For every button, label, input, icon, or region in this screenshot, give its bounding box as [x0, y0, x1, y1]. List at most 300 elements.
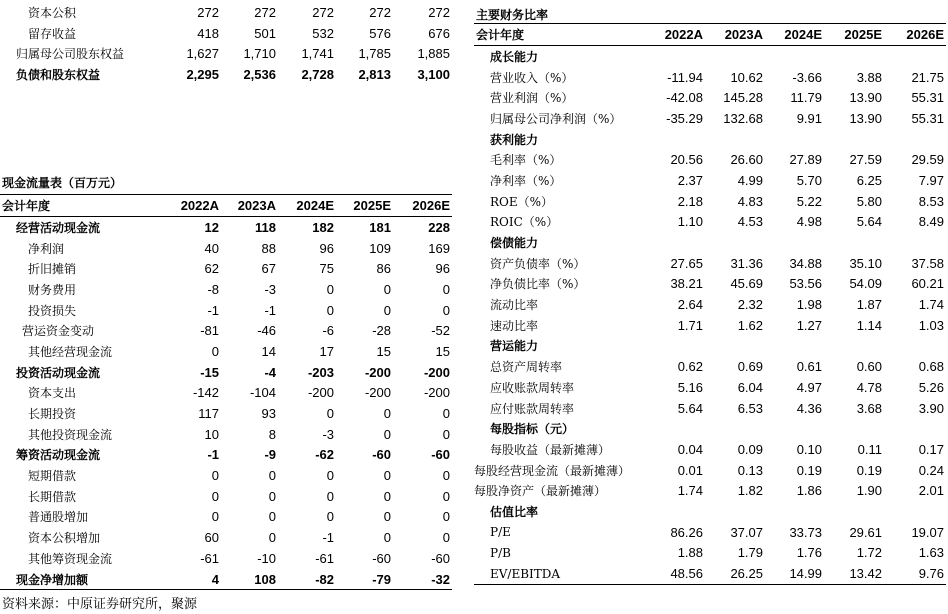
value-cell: 132.68: [723, 110, 763, 126]
header-year: 2022A: [648, 24, 705, 46]
value-cell: 48.56: [648, 563, 705, 584]
value-cell: 2.01: [918, 483, 944, 499]
value-cell: 38.21: [670, 276, 703, 292]
table-row: [474, 480, 946, 501]
row-label: 留存收益: [28, 26, 77, 41]
table-row: [0, 300, 452, 321]
value-cell: [765, 46, 824, 67]
table-row: [474, 522, 946, 543]
header-year: 2023A: [705, 24, 765, 46]
value-cell: 0: [442, 530, 450, 546]
value-cell: [884, 336, 946, 357]
row-label: 投资损失: [28, 303, 77, 318]
value-cell: 0.01: [677, 462, 703, 478]
value-cell: 2,813: [358, 66, 391, 82]
value-cell: 14.99: [765, 563, 824, 584]
header-year: 2024E: [278, 195, 336, 217]
row-label: 归属母公司净利润（%）: [490, 111, 622, 126]
value-cell: 145.28: [723, 90, 763, 106]
value-cell: 0.24: [918, 462, 944, 478]
section-row: [474, 501, 946, 522]
value-cell: 1.87: [856, 297, 882, 313]
table-row: [0, 507, 452, 528]
value-cell: 1.62: [737, 317, 763, 333]
value-cell: 0: [268, 509, 276, 525]
value-cell: [705, 336, 765, 357]
value-cell: 182: [312, 219, 334, 235]
value-cell: 13.42: [824, 563, 884, 584]
table-row: [474, 356, 946, 377]
cash-flow-title: 现金流量表（百万元）: [2, 176, 123, 190]
value-cell: -200: [423, 364, 450, 380]
row-label: 投资活动现金流: [16, 365, 101, 380]
value-cell: 7.97: [918, 172, 944, 188]
value-cell: 11.79: [790, 90, 822, 106]
table-row: [0, 403, 452, 424]
value-cell: 8.49: [918, 214, 944, 230]
value-cell: 54.09: [849, 276, 882, 292]
value-cell: 272: [197, 4, 219, 20]
value-cell: 5.22: [796, 193, 822, 209]
value-cell: 60.21: [911, 276, 944, 292]
section-label: 每股指标（元）: [490, 422, 575, 437]
value-cell: 3.68: [856, 400, 882, 416]
value-cell: 4.78: [856, 379, 882, 395]
value-cell: 0: [383, 468, 391, 484]
row-label: 现金净增加额: [0, 569, 164, 590]
value-cell: 272: [312, 4, 334, 20]
value-cell: 75: [319, 261, 334, 277]
row-label: 每股净资产（最新摊薄）: [474, 484, 607, 499]
value-cell: [765, 501, 824, 522]
value-cell: -32: [393, 569, 452, 590]
value-cell: 272: [369, 4, 391, 20]
value-cell: 96: [435, 261, 450, 277]
row-label: P/B: [490, 545, 511, 560]
value-cell: [824, 46, 884, 67]
balance-sheet-tail: [0, 2, 452, 85]
value-cell: 0: [442, 468, 450, 484]
value-cell: -62: [315, 447, 334, 463]
row-label: 资本公积: [28, 5, 77, 20]
table-row: [0, 424, 452, 445]
value-cell: 5.26: [918, 379, 944, 395]
value-cell: 3,100: [417, 66, 450, 82]
row-label: 筹资活动现金流: [16, 448, 101, 463]
value-cell: [765, 129, 824, 150]
value-cell: 228: [428, 219, 450, 235]
table-row: [0, 320, 452, 341]
header-year: 2025E: [336, 195, 393, 217]
value-cell: 169: [428, 240, 450, 256]
value-cell: 1.14: [856, 317, 882, 333]
value-cell: 117: [198, 406, 219, 422]
value-cell: [884, 418, 946, 439]
value-cell: 4.98: [796, 214, 822, 230]
value-cell: 108: [221, 569, 278, 590]
value-cell: 4.53: [737, 214, 763, 230]
value-cell: 20.56: [670, 152, 703, 168]
cash-flow-header-row: [0, 195, 452, 217]
value-cell: 29.61: [849, 524, 882, 540]
row-label: 资产负债率（%）: [490, 256, 586, 271]
value-cell: 1.86: [796, 483, 822, 499]
value-cell: -60: [372, 447, 391, 463]
value-cell: 0.60: [856, 359, 882, 375]
row-label: ROE（%）: [490, 194, 554, 209]
table-row: [0, 486, 452, 507]
value-cell: [648, 501, 705, 522]
value-cell: 109: [369, 240, 391, 256]
value-cell: 0.13: [737, 462, 763, 478]
table-row: [474, 253, 946, 274]
value-cell: 26.25: [705, 563, 765, 584]
value-cell: 0: [326, 281, 334, 297]
value-cell: [648, 232, 705, 253]
value-cell: 6.53: [737, 400, 763, 416]
value-cell: -104: [249, 385, 276, 401]
table-row: [474, 108, 946, 129]
value-cell: -200: [307, 385, 334, 401]
header-year: 2022A: [164, 195, 221, 217]
table-row: [0, 23, 452, 44]
value-cell: 418: [197, 25, 219, 41]
value-cell: 0.68: [918, 359, 944, 375]
value-cell: 576: [369, 25, 391, 41]
value-cell: 118: [255, 219, 276, 235]
table-row: [0, 341, 452, 362]
value-cell: 1.74: [677, 483, 703, 499]
value-cell: 33.73: [789, 524, 822, 540]
table-row: [0, 527, 452, 548]
header-label: 会计年度: [474, 24, 648, 46]
value-cell: -42.08: [666, 90, 703, 106]
value-cell: 60: [204, 530, 219, 546]
table-row: [0, 383, 452, 404]
value-cell: 2.37: [677, 172, 703, 188]
row-label: EV/EBITDA: [474, 563, 648, 584]
value-cell: 1,785: [358, 46, 391, 62]
header-year: 2023A: [221, 195, 278, 217]
header-year: 2026E: [884, 24, 946, 46]
value-cell: 0: [383, 426, 391, 442]
row-label: 资本公积增加: [28, 531, 101, 546]
value-cell: 0.17: [918, 441, 944, 457]
value-cell: 0: [442, 488, 450, 504]
value-cell: 4.97: [796, 379, 822, 395]
value-cell: 1,885: [417, 46, 450, 62]
value-cell: 86: [376, 261, 391, 277]
value-cell: [648, 46, 705, 67]
source-note: 资料来源：中原证券研究所，聚源: [2, 597, 198, 612]
value-cell: -200: [423, 385, 450, 401]
value-cell: 0: [383, 302, 391, 318]
row-label: 净利率（%）: [490, 173, 562, 188]
value-cell: [824, 129, 884, 150]
value-cell: 1.72: [856, 545, 882, 561]
value-cell: 1.79: [737, 545, 763, 561]
table-row: [474, 212, 946, 233]
value-cell: 676: [428, 25, 450, 41]
row-label: 资本支出: [28, 386, 77, 401]
value-cell: -200: [364, 385, 391, 401]
value-cell: 4: [164, 569, 221, 590]
value-cell: [765, 418, 824, 439]
row-label: 负债和股东权益: [16, 67, 101, 82]
value-cell: 0: [326, 468, 334, 484]
row-label: 短期借款: [28, 469, 77, 484]
value-cell: 0: [442, 426, 450, 442]
value-cell: 0.11: [857, 441, 882, 457]
value-cell: -142: [192, 385, 219, 401]
table-row: [0, 445, 452, 466]
table-row: [474, 87, 946, 108]
row-label: 应收账款周转率: [490, 380, 575, 395]
row-label: 折旧摊销: [28, 262, 77, 277]
value-cell: -6: [322, 323, 334, 339]
value-cell: -61: [315, 550, 334, 566]
value-cell: 14: [261, 343, 276, 359]
value-cell: -10: [257, 550, 276, 566]
value-cell: 0: [211, 488, 219, 504]
value-cell: 55.31: [911, 90, 944, 106]
table-row: [0, 548, 452, 569]
table-row: [0, 64, 452, 85]
row-label: 营业利润（%）: [490, 91, 574, 106]
value-cell: 0: [326, 302, 334, 318]
table-row: [474, 294, 946, 315]
value-cell: 35.10: [849, 255, 882, 271]
table-row: [0, 279, 452, 300]
value-cell: -1: [322, 530, 334, 546]
value-cell: 2.32: [737, 297, 763, 313]
value-cell: 88: [261, 240, 276, 256]
value-cell: -15: [200, 364, 219, 380]
value-cell: 8.53: [918, 193, 944, 209]
value-cell: -11.94: [667, 69, 703, 85]
value-cell: 27.89: [789, 152, 822, 168]
value-cell: 27.65: [670, 255, 703, 271]
value-cell: 37.07: [730, 524, 763, 540]
value-cell: 181: [369, 219, 391, 235]
value-cell: 10.62: [730, 69, 763, 85]
value-cell: -200: [364, 364, 391, 380]
value-cell: [705, 501, 765, 522]
value-cell: 9.91: [796, 110, 822, 126]
table-row: [474, 377, 946, 398]
row-label: P/E: [490, 525, 511, 540]
value-cell: 0: [383, 406, 391, 422]
value-cell: 5.80: [856, 193, 882, 209]
value-cell: 0: [442, 281, 450, 297]
table-row: [0, 258, 452, 279]
value-cell: 5.64: [677, 400, 703, 416]
value-cell: -79: [336, 569, 393, 590]
section-label: 营运能力: [490, 339, 539, 354]
row-label: 速动比率: [490, 318, 539, 333]
value-cell: 1,741: [301, 46, 334, 62]
value-cell: 6.04: [737, 379, 763, 395]
value-cell: [824, 232, 884, 253]
value-cell: 1.71: [677, 317, 703, 333]
table-row: [0, 465, 452, 486]
row-label: 每股收益（最新摊薄）: [490, 442, 611, 457]
value-cell: 34.88: [789, 255, 822, 271]
value-cell: 5.16: [677, 379, 703, 395]
value-cell: -9: [264, 447, 276, 463]
value-cell: [824, 336, 884, 357]
ratios-table: [474, 23, 946, 585]
value-cell: 86.26: [670, 524, 703, 540]
value-cell: 13.90: [849, 110, 882, 126]
table-row: [474, 398, 946, 419]
value-cell: 0: [211, 343, 219, 359]
value-cell: [884, 129, 946, 150]
row-label: 应付账款周转率: [490, 401, 575, 416]
value-cell: [765, 232, 824, 253]
value-cell: 0.04: [677, 441, 703, 457]
value-cell: 1.03: [918, 317, 944, 333]
value-cell: 0: [383, 488, 391, 504]
value-cell: 12: [204, 219, 219, 235]
value-cell: -4: [264, 364, 276, 380]
value-cell: 1.63: [918, 545, 944, 561]
value-cell: 4.36: [796, 400, 822, 416]
cash-flow-table: [0, 194, 452, 590]
value-cell: [824, 501, 884, 522]
value-cell: 53.56: [789, 276, 822, 292]
row-label: ROIC（%）: [490, 215, 559, 230]
value-cell: 0: [326, 406, 334, 422]
value-cell: 8: [268, 426, 276, 442]
value-cell: 0.19: [856, 462, 882, 478]
value-cell: 31.36: [730, 255, 763, 271]
section-label: 偿债能力: [490, 236, 539, 251]
header-label: 会计年度: [0, 195, 164, 217]
section-label: 获利能力: [490, 132, 539, 147]
value-cell: -3.66: [792, 69, 822, 85]
value-cell: -3: [264, 281, 276, 297]
row-label: 其他投资现金流: [28, 427, 113, 442]
header-year: 2026E: [393, 195, 452, 217]
section-label: 成长能力: [490, 49, 539, 64]
value-cell: 1.76: [796, 545, 822, 561]
table-row: [0, 217, 452, 238]
value-cell: [705, 232, 765, 253]
row-label: 净利润: [28, 241, 65, 256]
value-cell: 532: [312, 25, 334, 41]
cash-flow-statement: [0, 194, 452, 590]
value-cell: 0.19: [796, 462, 822, 478]
value-cell: -60: [372, 550, 391, 566]
value-cell: 17: [319, 343, 334, 359]
value-cell: -81: [200, 323, 219, 339]
value-cell: 6.25: [856, 172, 882, 188]
value-cell: -60: [431, 447, 450, 463]
value-cell: -46: [257, 323, 276, 339]
value-cell: [648, 129, 705, 150]
row-label: 归属母公司股东权益: [16, 47, 125, 62]
value-cell: 0.61: [796, 359, 822, 375]
value-cell: -82: [278, 569, 336, 590]
value-cell: [884, 46, 946, 67]
row-label: 其他筹资现金流: [28, 551, 113, 566]
value-cell: 0: [383, 509, 391, 525]
value-cell: 501: [254, 25, 276, 41]
value-cell: -52: [431, 323, 450, 339]
value-cell: [648, 418, 705, 439]
value-cell: 0.10: [796, 441, 822, 457]
table-row: [0, 569, 452, 590]
value-cell: 3.88: [856, 69, 882, 85]
value-cell: 37.58: [911, 255, 944, 271]
value-cell: -61: [200, 550, 219, 566]
value-cell: 2,728: [301, 66, 334, 82]
row-label: 其他经营现金流: [28, 344, 113, 359]
row-label: 毛利率（%）: [490, 153, 562, 168]
value-cell: -35.29: [666, 110, 703, 126]
value-cell: [884, 501, 946, 522]
table-row: [474, 460, 946, 481]
row-label: 普通股增加: [28, 510, 89, 525]
value-cell: -1: [264, 302, 276, 318]
ratios-title: 主要财务比率: [476, 8, 549, 22]
value-cell: 26.60: [730, 152, 763, 168]
section-row: [474, 336, 946, 357]
value-cell: 67: [261, 261, 276, 277]
value-cell: 0.62: [677, 359, 703, 375]
value-cell: 1,710: [243, 46, 276, 62]
value-cell: 0.09: [737, 441, 763, 457]
table-row: [474, 543, 946, 564]
value-cell: 45.69: [730, 276, 763, 292]
row-label: 净负债比率（%）: [490, 277, 586, 292]
value-cell: -60: [431, 550, 450, 566]
row-label: 每股经营现金流（最新摊薄）: [474, 463, 631, 478]
value-cell: 0: [326, 509, 334, 525]
value-cell: [648, 336, 705, 357]
value-cell: [705, 418, 765, 439]
row-label: 长期借款: [28, 489, 77, 504]
value-cell: [705, 46, 765, 67]
value-cell: 1,627: [186, 46, 219, 62]
value-cell: 5.64: [856, 214, 882, 230]
section-row: [474, 46, 946, 67]
value-cell: [884, 232, 946, 253]
value-cell: 0: [383, 281, 391, 297]
value-cell: [765, 336, 824, 357]
value-cell: -203: [307, 364, 334, 380]
value-cell: 1.27: [796, 317, 822, 333]
value-cell: 2,536: [243, 66, 276, 82]
value-cell: 55.31: [911, 110, 944, 126]
value-cell: 0: [383, 530, 391, 546]
value-cell: 4.99: [737, 172, 763, 188]
value-cell: 1.10: [677, 214, 703, 230]
value-cell: 93: [261, 406, 276, 422]
header-year: 2025E: [824, 24, 884, 46]
value-cell: 0: [442, 302, 450, 318]
value-cell: 5.70: [796, 172, 822, 188]
value-cell: 0: [268, 488, 276, 504]
table-row: [474, 439, 946, 460]
value-cell: 0: [326, 488, 334, 504]
section-row: [474, 129, 946, 150]
row-label: 总资产周转率: [490, 360, 563, 375]
value-cell: 96: [319, 240, 334, 256]
table-row: [474, 67, 946, 88]
value-cell: 2.64: [677, 297, 703, 313]
